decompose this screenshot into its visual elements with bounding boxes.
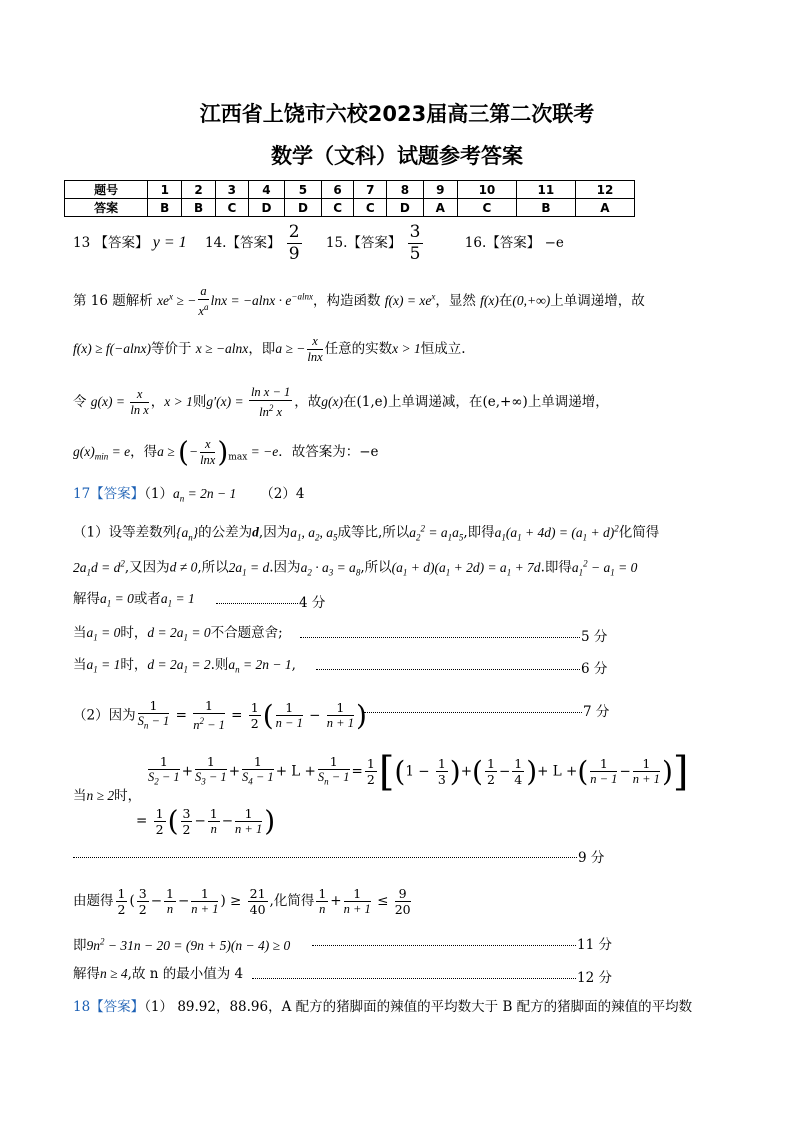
q15-fraction: $\frac{3}{5}$ bbox=[409, 222, 421, 264]
q17-line-5: 当$a_1 = 1$时，$d = 2a_1 = 2$.则$a_n = 2n - 1$, bbox=[73, 657, 296, 675]
leader-dots bbox=[252, 978, 576, 979]
q16-label: 16.【答案】 bbox=[464, 235, 541, 251]
q16-value: −e bbox=[544, 235, 564, 251]
q17-line-11: 解得n ≥ 4,故 n 的最小值为 4 bbox=[73, 966, 244, 982]
q13-label: 13 【答案】 bbox=[73, 235, 149, 251]
question-number-cell: 9 bbox=[423, 181, 457, 199]
question-number-cell: 11 bbox=[516, 181, 575, 199]
q17-line-3: 解得$a_1 = 0$或者$a_1 = 1$ bbox=[73, 591, 195, 609]
question-number-cell: 12 bbox=[575, 181, 634, 199]
q16-line-1: 第 16 题解析 $xe^x$ ≥ − $\frac{a}{x^a}$ $\ln x = -alnx \cdot e^{-alnx}$，构造函数 $f(x) = xe^x$，显然 f(x)在(0,+∞)上单调递增，故 bbox=[73, 284, 645, 319]
answer-cell: B bbox=[182, 199, 216, 217]
answer-cell: C bbox=[321, 199, 354, 217]
q17-line-10: 即$9n^2 - 31n - 20 = (9n + 5)(n - 4) \ge 0$ bbox=[73, 936, 291, 954]
question-number-cell: 7 bbox=[354, 181, 387, 199]
fill-in-answers bbox=[73, 222, 564, 265]
q15-label: 15.【答案】 bbox=[325, 235, 402, 251]
question-number-cell: 2 bbox=[182, 181, 216, 199]
leader-dots bbox=[216, 603, 298, 604]
leader-dots bbox=[73, 857, 577, 858]
answer-cell: B bbox=[516, 199, 575, 217]
score-mark: 11 分 bbox=[577, 937, 612, 953]
answer-table bbox=[64, 180, 635, 217]
question-number-cell: 3 bbox=[216, 181, 249, 199]
answer-cell: A bbox=[423, 199, 457, 217]
q17-answer-line: 17【答案】$(1)a_n = 2n - 1$ （2）4 bbox=[73, 486, 305, 504]
leader-dots bbox=[300, 637, 580, 638]
document-subtitle: 数学（文科）试题参考答案 bbox=[271, 144, 523, 168]
answer-table-row-numbers bbox=[65, 181, 635, 199]
q17-line-9: 由题得 $\frac{1}{2}$ ( $\frac{3}{2}$ − $\frac{1}{n}$ − $\frac{1}{n + 1}$ ) ≥ $\frac{21}{40}$ ,化简得 $\frac{1}{n}$ + $\frac{1}{n + 1}$ ≤ $\frac{9}{20}$ bbox=[73, 886, 411, 917]
answer-cell: D bbox=[248, 199, 285, 217]
answer-cell: A bbox=[575, 199, 634, 217]
q17-line-2: $2a_1d = d^2$,又因为d ≠ 0,所以$2a_1 = d$.因为$a_2 \cdot a_3 = a_8$,所以$(a_1 + d)(a_1 + 2d) = a_1 + 7d$.即得$a_1^2 - a_1 = 0$ bbox=[73, 558, 638, 578]
answer-cell: D bbox=[387, 199, 424, 217]
score-mark: 5 分 bbox=[581, 629, 608, 645]
question-number-cell: 10 bbox=[457, 181, 516, 199]
score-mark: 4 分 bbox=[299, 595, 326, 611]
leader-dots bbox=[316, 669, 580, 670]
q17-sum-line: $\frac{1}{S_2 - 1}$ + $\frac{1}{S_3 - 1}$ + $\frac{1}{S_4 - 1}$ + L + $\frac{1}{S_n - 1}$ = $\frac{1}{2}$ [(1 − $\frac{1}{3}$ )+( $\frac{1}{2}$ − $\frac{1}{4}$ )+ L +( $\frac{1}{n - 1}$ − $\frac{1}{n + 1}$ )] bbox=[148, 748, 689, 795]
table-header-cell: 题号 bbox=[65, 181, 148, 199]
q16-line-4: $g(x)_{min} = e$，得a ≥ (− $\frac{x}{\ln x}$ )$_{max} = -e$．故答案为：−e bbox=[73, 435, 379, 469]
question-number-cell: 8 bbox=[387, 181, 424, 199]
answer-cell: C bbox=[354, 199, 387, 217]
question-number-cell: 6 bbox=[321, 181, 354, 199]
q17-line-6: （2）因为 $\frac{1}{S_n - 1}$ = $\frac{1}{n^2 - 1}$ = $\frac{1}{2}$ ( $\frac{1}{n - 1}$ − $\frac{1}{n + 1}$ ) bbox=[73, 698, 367, 733]
score-mark: 6 分 bbox=[581, 661, 608, 677]
q17-line-7: 当n ≥ 2时， bbox=[73, 788, 142, 804]
table-header-cell: 答案 bbox=[65, 199, 148, 217]
q18-answer-line: 18【答案】（1） 89.92，88.96，A 配方的猪脚面的辣值的平均数大于 B 配方的猪脚面的辣值的平均数 bbox=[73, 999, 693, 1015]
leader-dots bbox=[312, 945, 576, 946]
q17-line-4: 当$a_1 = 0$时，$d = 2a_1 = 0$不合题意舍; bbox=[73, 625, 283, 643]
question-number-cell: 5 bbox=[285, 181, 322, 199]
answer-cell: C bbox=[457, 199, 516, 217]
score-mark: 12 分 bbox=[577, 970, 612, 986]
q16-line-2: f(x) ≥ f(−alnx)等价于 x ≥ −alnx，即a ≥ − $\frac{x}{\ln x}$ 任意的实数x > 1恒成立. bbox=[73, 334, 466, 364]
score-mark: 7 分 bbox=[583, 704, 610, 720]
q13-value: y = 1 bbox=[152, 234, 187, 251]
answer-table-row-answers bbox=[65, 199, 635, 217]
question-number-cell: 1 bbox=[148, 181, 182, 199]
q17-line-1: （1）设等差数列$\{a_n\}$的公差为d,因为$a_1$, $a_2$, $a_5$成等比,所以$a_2^2 = a_1a_5$,即得$a_1(a_1 + 4d) = (a_1 + d)^2$化简得 bbox=[73, 523, 660, 543]
answer-cell: C bbox=[216, 199, 249, 217]
score-mark: 9 分 bbox=[578, 850, 605, 866]
answer-cell: B bbox=[148, 199, 182, 217]
document-title: 江西省上饶市六校2023届高三第二次联考 bbox=[199, 102, 595, 126]
question-number-cell: 4 bbox=[248, 181, 285, 199]
q16-line-3: 令 g(x) = $\frac{x}{\text{ln x}}$ ，x > 1则g′(x) = $\frac{\text{ln x − 1}}{\ln^2 x}$ ，故g(x)在(1,e)上单调递减，在(e,+∞)上单调递增， bbox=[73, 385, 609, 420]
q14-fraction: $\frac{2}{9}$ bbox=[288, 222, 300, 264]
answer-cell: D bbox=[285, 199, 322, 217]
leader-dots bbox=[364, 712, 582, 713]
q17-sum-result: = $\frac{1}{2}$ ( $\frac{3}{2}$ − $\frac{1}{n}$ − $\frac{1}{n + 1}$ ) bbox=[136, 804, 276, 838]
q14-label: 14.【答案】 bbox=[204, 235, 281, 251]
